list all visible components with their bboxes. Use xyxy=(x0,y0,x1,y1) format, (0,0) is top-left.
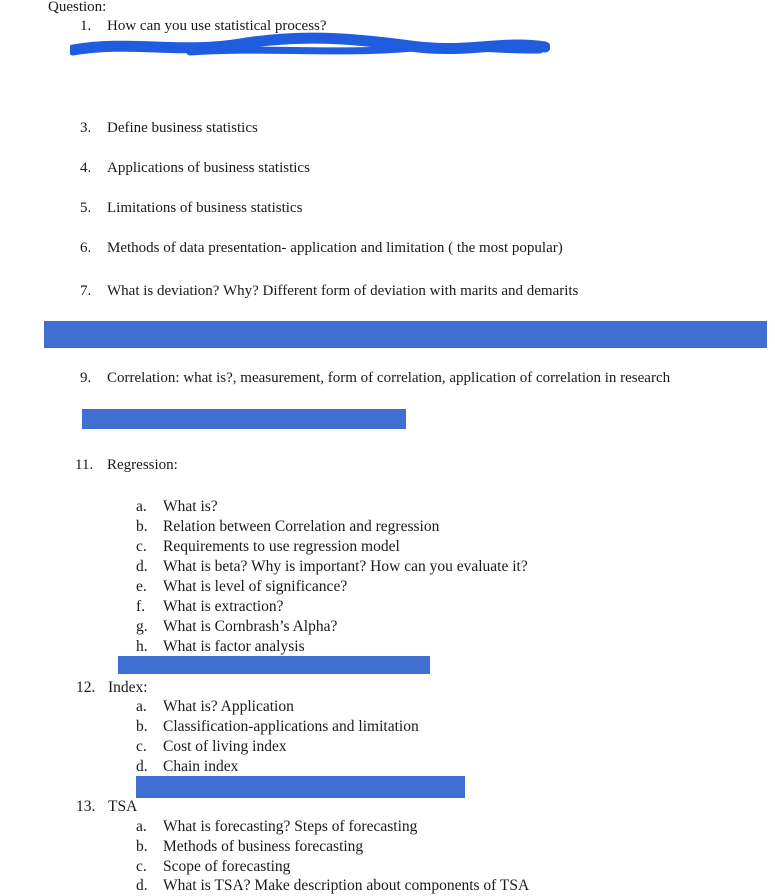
sub-item-text: What is factor analysis xyxy=(163,638,305,655)
sub-item-letter: c. xyxy=(136,738,147,755)
question-text: What is deviation? Why? Different form of deviation with marits and demarits xyxy=(107,283,579,299)
question-9 xyxy=(80,369,670,387)
sub-item xyxy=(136,517,439,537)
sub-item-text: What is Cornbrash’s Alpha? xyxy=(163,618,338,635)
redaction-bar xyxy=(136,776,465,798)
sub-item xyxy=(136,617,337,637)
question-number: 7. xyxy=(80,283,92,299)
sub-item xyxy=(136,697,294,717)
question-text: Correlation: what is?, measurement, form of correlation, application of correlation in research xyxy=(107,370,671,386)
sub-item xyxy=(136,577,347,597)
sub-item-letter: f. xyxy=(136,598,146,615)
sub-item-letter: c. xyxy=(136,858,147,875)
sub-item xyxy=(136,817,417,837)
sub-item-letter: d. xyxy=(136,758,148,775)
question-number: 4. xyxy=(80,160,92,176)
question-text: Index: xyxy=(108,679,148,696)
question-number: 3. xyxy=(80,120,92,136)
question-12 xyxy=(76,678,148,698)
sub-item-letter: b. xyxy=(136,838,148,855)
sub-item xyxy=(136,837,363,857)
question-7 xyxy=(80,282,578,300)
question-11 xyxy=(75,456,178,474)
sub-item-text: What is forecasting? Steps of forecasting xyxy=(163,818,418,835)
question-text: Applications of business statistics xyxy=(107,160,310,176)
sub-item xyxy=(136,557,528,577)
sub-item-text: Relation between Correlation and regression xyxy=(163,518,440,535)
sub-item xyxy=(136,537,400,557)
question-number: 5. xyxy=(80,200,92,216)
question-number: 9. xyxy=(80,370,92,386)
sub-item-letter: g. xyxy=(136,618,148,635)
sub-item-text: Chain index xyxy=(163,758,239,775)
question-number: 12. xyxy=(76,679,96,696)
question-text: Regression: xyxy=(107,457,178,473)
sub-item-text: Classification-applications and limitation xyxy=(163,718,419,735)
sub-item xyxy=(136,737,287,757)
redaction-bar xyxy=(44,321,767,348)
sub-item xyxy=(136,497,218,517)
sub-item-letter: b. xyxy=(136,718,148,735)
sub-item xyxy=(136,717,419,737)
sub-item-text: What is? xyxy=(163,498,218,515)
redaction-bar xyxy=(82,409,406,429)
sub-item-text: What is beta? Why is important? How can you evaluate it? xyxy=(163,558,528,575)
question-number: 13. xyxy=(76,798,96,815)
sub-item-letter: a. xyxy=(136,498,147,515)
question-6 xyxy=(80,239,563,257)
page-heading: Question: xyxy=(48,0,107,15)
sub-item-letter: e. xyxy=(136,578,147,595)
question-text: Define business statistics xyxy=(107,120,258,136)
sub-item-letter: b. xyxy=(136,518,148,535)
question-text: How can you use statistical process? xyxy=(107,18,327,34)
sub-item-text: What is extraction? xyxy=(163,598,284,615)
sub-item xyxy=(136,757,238,777)
question-text: TSA xyxy=(108,798,138,815)
question-number: 11. xyxy=(75,457,94,473)
sub-item-text: What is TSA? Make description about components of TSA xyxy=(163,877,530,894)
question-text: Methods of data presentation- application and limitation ( the most popular) xyxy=(107,240,563,256)
question-5 xyxy=(80,199,302,217)
sub-item-letter: d. xyxy=(136,558,148,575)
question-4 xyxy=(80,159,310,177)
sub-item-letter: c. xyxy=(136,538,147,555)
sub-item-text: Methods of business forecasting xyxy=(163,838,364,855)
sub-item xyxy=(136,876,529,896)
sub-item-text: Requirements to use regression model xyxy=(163,538,400,555)
question-3 xyxy=(80,119,258,137)
sub-item-text: Cost of living index xyxy=(163,738,287,755)
question-number: 1. xyxy=(80,18,92,34)
pen-redaction-scribble xyxy=(70,30,550,62)
redaction-bar xyxy=(118,656,430,674)
sub-item-letter: h. xyxy=(136,638,148,655)
sub-item-text: Scope of forecasting xyxy=(163,858,291,875)
sub-item xyxy=(136,597,284,617)
sub-item-text: What is level of significance? xyxy=(163,578,348,595)
question-number: 6. xyxy=(80,240,92,256)
sub-item-text: What is? Application xyxy=(163,698,294,715)
sub-item-letter: a. xyxy=(136,698,147,715)
sub-item xyxy=(136,857,290,877)
question-13 xyxy=(76,797,137,817)
question-text: Limitations of business statistics xyxy=(107,200,303,216)
sub-item-letter: a. xyxy=(136,818,147,835)
sub-item-letter: d. xyxy=(136,877,148,894)
sub-item xyxy=(136,637,305,657)
